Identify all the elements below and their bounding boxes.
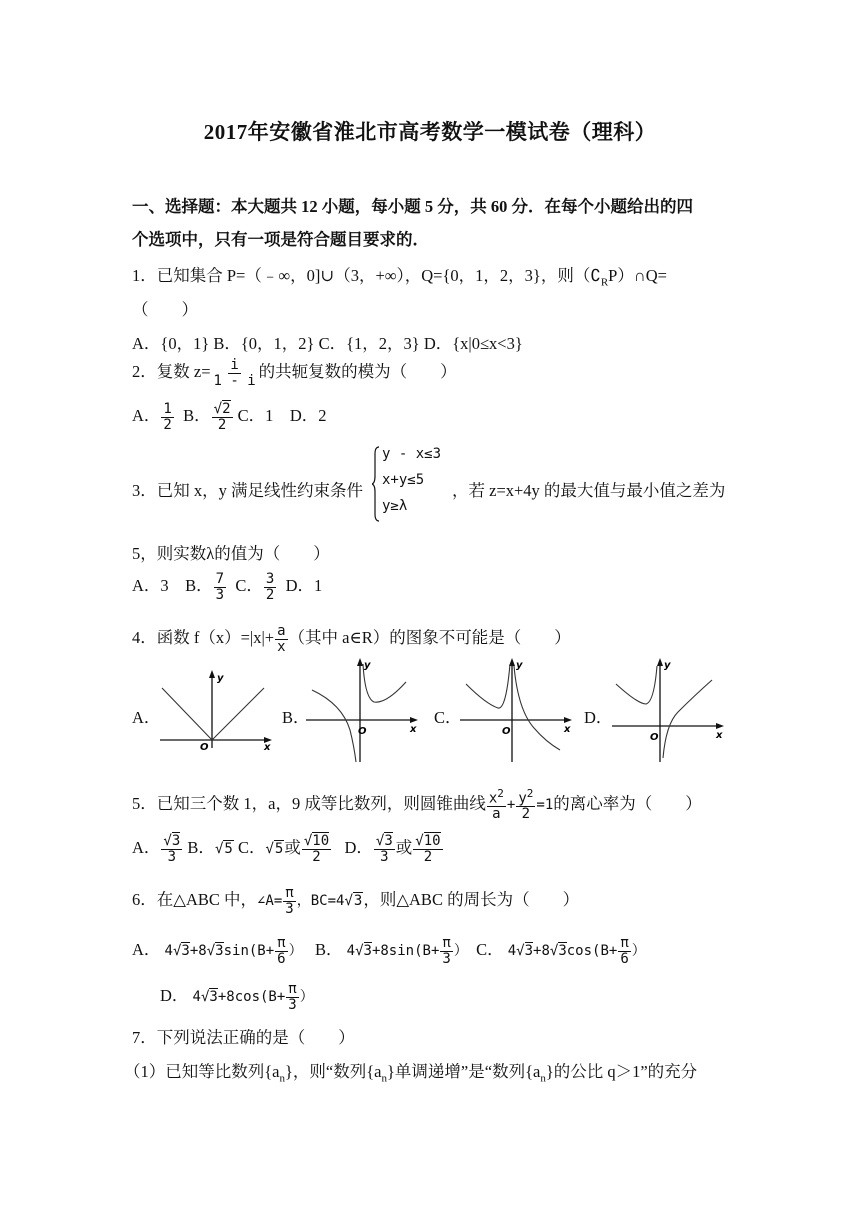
q3-stem-line2: 5，则实数λ的值为（ ）	[132, 544, 330, 563]
q6-c-r2: 3	[558, 943, 567, 959]
q2-option-b-label: B．	[183, 406, 211, 425]
q4-a-y-label: y	[217, 673, 224, 684]
q6-c-p2: +8	[533, 943, 550, 959]
q2-stem	[132, 358, 457, 388]
q6-d-r: 3	[209, 989, 218, 1005]
q2-b-num: √2	[213, 401, 231, 418]
q4-graph-a	[156, 668, 274, 750]
q4-b-origin: O	[358, 726, 367, 737]
q5-plus: +	[506, 796, 516, 813]
q3-option-d: D．1	[285, 576, 323, 595]
q5-d-or: 或	[395, 838, 413, 857]
q5-c2-radicand: 10	[312, 833, 330, 850]
q5-option-a-label: A．	[132, 838, 161, 857]
section-heading-line2: 个选项中，只有一项是符合题目要求的．	[132, 230, 429, 249]
q1-stem-part1: 1．已知集合 P=（﹣∞，0]∪（3，+∞），Q={0，1，2，3}，则（∁	[132, 266, 601, 285]
q6-d-close: ）	[299, 989, 314, 1005]
q6-c-den: 6	[620, 950, 629, 967]
q4-c-origin: O	[502, 726, 511, 737]
q2-option-a-value	[161, 402, 173, 432]
q5-c2-den: 2	[312, 848, 321, 865]
q6-a-frac	[275, 936, 287, 966]
q3-b-den: 3	[215, 586, 225, 603]
q6-option-d-value: 4√3+8cos(B+	[192, 989, 286, 1005]
q6-d-frac	[286, 982, 298, 1012]
q3-b-num: 7	[215, 571, 225, 588]
q5-c-or: 或	[284, 838, 301, 857]
q6-stem	[132, 886, 579, 916]
q5-c-radicand: 5	[274, 841, 284, 857]
q1-options: A．{0，1} B．{0，1，2} C．{1，2，3} D．{x|0≤x<3}	[132, 334, 523, 353]
q2-option-a-label: A．	[132, 406, 161, 425]
q1-stem-sub: R	[600, 276, 609, 289]
q2-frac-den: 1 - i	[213, 372, 256, 389]
q3-constraint-1: y - x≤3	[382, 446, 442, 462]
q7-item1-b: }，则“数列{a	[285, 1062, 382, 1081]
q5-a-den: 3	[167, 848, 177, 865]
q2-options	[132, 402, 327, 432]
q2-a-num: 1	[163, 401, 172, 418]
q5-f2-num	[516, 788, 535, 807]
q6-b-frac	[440, 936, 452, 966]
q6-angle: ∠A=	[257, 893, 283, 909]
q6-options-abc	[132, 936, 646, 966]
q6-a-r1: 3	[181, 943, 190, 959]
q5-a-radicand: 3	[171, 833, 181, 850]
q5-d-radicand: 3	[384, 833, 393, 850]
q3-c-den: 2	[265, 586, 275, 603]
q5-fraction-1	[487, 788, 506, 822]
q6-c-frac	[618, 936, 630, 966]
q4-a-origin: O	[200, 742, 209, 750]
q2-a-den: 2	[163, 416, 172, 433]
q1-stem-blank: （ ）	[132, 300, 198, 319]
q6-pi: π	[285, 885, 294, 902]
q7-item1-c: }单调递增”是“数列{a	[387, 1062, 541, 1081]
q4-d-x-label: x	[716, 730, 723, 741]
q6-suffix: ，则△ABC 的周长为（ ）	[363, 890, 580, 909]
q3-constraint-system	[372, 446, 452, 522]
q6-c-close: ）	[631, 943, 646, 959]
left-brace-icon	[372, 446, 380, 522]
q5-options	[132, 834, 444, 864]
q5-option-b-value: √5	[214, 841, 233, 857]
q5-option-c-value2	[302, 834, 331, 864]
q6-a-num: π	[277, 935, 286, 952]
q5-option-d-label: D．	[344, 838, 373, 857]
q2-b-den: 2	[217, 416, 227, 433]
q5-option-a-value	[161, 834, 182, 864]
q5-option-c-value1: √5	[265, 841, 284, 857]
q3-option-c-label: C．	[235, 576, 263, 595]
q6-three: 3	[285, 900, 294, 917]
q6-option-b-value: 4√3+8sin(B+	[346, 943, 440, 959]
q5-f1-sup: 2	[497, 787, 504, 800]
q2-frac-num: i	[230, 357, 239, 374]
q5-equals: =1	[536, 796, 554, 813]
q2-b-radicand: 2	[222, 401, 231, 418]
q4-stem	[132, 624, 571, 654]
q6-d-den: 3	[288, 996, 297, 1013]
q6-a-p3: sin(B+	[223, 943, 275, 959]
q5-fraction-2	[516, 788, 535, 822]
q6-option-d	[160, 982, 314, 1012]
q4-graph-c	[456, 654, 574, 764]
q5-f1-num	[487, 788, 506, 807]
q5-d-den: 3	[380, 848, 389, 865]
q6-a-den: 6	[277, 950, 286, 967]
q2-options-cd: C．1 D．2	[237, 406, 327, 425]
q6-c-r1: 3	[524, 943, 534, 959]
q5-d2-den: 2	[423, 848, 433, 865]
q6-a-p2: +8	[189, 943, 207, 959]
q7-item-1	[124, 1058, 697, 1084]
q5-option-b-label: B．	[187, 838, 215, 857]
q4-frac-num: a	[277, 623, 286, 640]
q5-f1-den: a	[492, 806, 501, 823]
q5-option-c-label: C．	[237, 838, 266, 857]
q6-option-c-label: C．	[476, 940, 504, 959]
q4-option-c-label: C．	[434, 708, 462, 727]
q4-c-x-label: x	[564, 724, 571, 735]
q4-c-y-label: y	[516, 660, 523, 671]
q4-option-b-label: B．	[282, 708, 310, 727]
q6-c-p3: cos(B+	[566, 943, 618, 959]
q6-d-p1: 4	[192, 989, 201, 1005]
q6-b-den: 3	[442, 950, 451, 967]
q6-prefix: 6．在△ABC 中，	[132, 890, 257, 909]
q6-option-a-value: 4√3+8√3sin(B+	[164, 943, 275, 959]
page-title: 2017年安徽省淮北市高考数学一模试卷（理科）	[203, 120, 657, 144]
q7-item1-sub3: n	[540, 1072, 546, 1085]
q5-f2-sup: 2	[526, 787, 534, 800]
q1-stem	[132, 262, 667, 288]
q5-d2-radicand: 10	[423, 833, 441, 850]
section-heading-line1: 一、选择题：本大题共 12 小题，每小题 5 分，共 60 分．在每个小题给出的四	[132, 197, 693, 216]
q5-f2-var: y	[518, 790, 527, 807]
q4-suffix: （其中 a∈R）的图象不可能是（ ）	[288, 628, 571, 647]
q7-item1-sub2: n	[381, 1072, 387, 1085]
q6-d-p2: +8cos(B+	[217, 989, 286, 1005]
q6-b-p2: +8sin(B+	[371, 943, 440, 959]
q5-f1-var: x	[488, 790, 498, 807]
q7-item1-d: }的公比 q＞1”的充分	[545, 1062, 698, 1081]
q6-angle-fraction	[283, 886, 295, 916]
q3-suffix: ，若 z=x+4y 的最大值与最小值之差为	[452, 481, 726, 500]
q5-f2-den: 2	[521, 806, 531, 823]
q6-bc: ，BC=4	[296, 893, 345, 909]
q6-bc-radicand: 3	[353, 893, 363, 909]
q5-d2-num: √10	[415, 833, 441, 850]
q6-c-p1: 4	[507, 943, 517, 959]
q6-bc-sqrt: √3	[344, 893, 363, 909]
q4-option-d-label: D．	[584, 708, 613, 727]
q5-suffix: 的离心率为（ ）	[553, 793, 702, 813]
q6-a-p1: 4	[164, 943, 173, 959]
q4-a-x-label: x	[264, 742, 271, 750]
q6-c-num: π	[620, 935, 629, 952]
q3-option-b-value	[214, 572, 226, 602]
q5-c2-num: √10	[303, 833, 330, 850]
q3-option-ab-label: A．3 B．	[132, 576, 213, 595]
q2-option-b-value	[212, 402, 233, 432]
q5-option-d-value1	[374, 834, 395, 864]
q6-a-close: ）	[288, 943, 303, 959]
q5-option-d-value2	[413, 834, 442, 864]
q4-d-y-label: y	[664, 660, 671, 671]
q5-prefix: 5．已知三个数 1，a，9 成等比数列，则圆锥曲线	[132, 793, 486, 813]
q3-prefix: 3．已知 x，y 满足线性约束条件	[132, 481, 363, 500]
q2-suffix: 的共轭复数的模为（ ）	[258, 362, 457, 381]
q2-prefix: 2．复数 z=	[132, 362, 211, 381]
q5-a-num: √3	[163, 833, 181, 850]
q6-d-num: π	[288, 981, 297, 998]
q4-graph-d	[608, 654, 726, 764]
q7-item1-a: （1）已知等比数列{a	[124, 1062, 280, 1081]
q3-option-c-value	[264, 572, 276, 602]
q4-graph-b	[302, 654, 420, 764]
q6-b-r: 3	[363, 943, 372, 959]
q3-constraint-3: y≥λ	[382, 498, 408, 514]
q5-stem	[132, 788, 702, 822]
q7-item1-sub1: n	[279, 1072, 285, 1085]
q2-fraction	[212, 358, 258, 388]
q4-d-origin: O	[650, 732, 659, 743]
q4-prefix: 4．函数 f（x）=|x|+	[132, 628, 275, 647]
q6-option-b-label: B．	[314, 940, 343, 959]
q4-option-a-label: A．	[132, 708, 161, 727]
q3-options	[132, 572, 322, 602]
q7-stem: 7．下列说法正确的是（ ）	[132, 1028, 355, 1047]
q3-constraint-2: x+y≤5	[382, 472, 425, 488]
q6-b-p1: 4	[346, 943, 356, 959]
q6-option-d-label: D．	[160, 986, 189, 1005]
q4-frac-den: x	[277, 638, 286, 655]
q4-fraction	[275, 624, 287, 654]
q3-c-num: 3	[265, 571, 275, 588]
q4-b-y-label: y	[364, 660, 371, 671]
q6-option-c-value: 4√3+8√3cos(B+	[507, 943, 618, 959]
q6-option-a-label: A．	[132, 940, 161, 959]
q6-b-num: π	[442, 935, 451, 952]
q5-d-num: √3	[375, 833, 393, 850]
q4-b-x-label: x	[410, 724, 417, 735]
q6-a-r2: 3	[215, 943, 224, 959]
q6-b-close: ）	[453, 943, 468, 959]
q5-b-radicand: 5	[224, 841, 233, 857]
q1-stem-part2: P）∩Q=	[608, 266, 667, 285]
